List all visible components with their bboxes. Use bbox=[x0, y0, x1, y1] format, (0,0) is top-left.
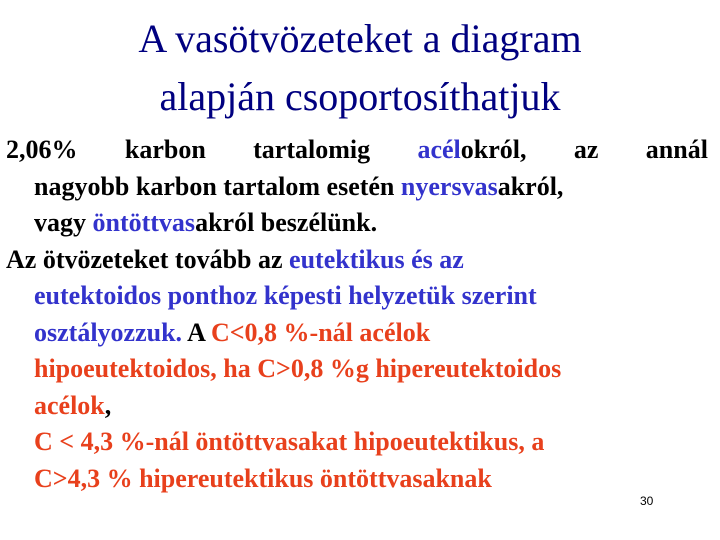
slide-title-line-2: alapján csoportosíthatjuk bbox=[159, 74, 561, 119]
paragraph-2-line-5 bbox=[6, 388, 708, 425]
paragraph-1-line-1 bbox=[6, 132, 708, 169]
slide-title-line-1: A vasötvözeteket a diagram bbox=[138, 16, 582, 61]
highlight-nyersvas: nyersvas bbox=[400, 171, 498, 201]
paragraph-2-line-6 bbox=[6, 424, 708, 461]
text-span: acélok bbox=[34, 390, 105, 420]
text-span: hipoeutektoidos, ha C>0,8 %g hipereutektoidos bbox=[34, 354, 562, 383]
highlight-eutektikus: eutektikus és az bbox=[289, 244, 464, 274]
slide-title bbox=[0, 10, 720, 126]
slide-body bbox=[6, 132, 708, 497]
paragraph-1-line-3 bbox=[6, 205, 708, 242]
text-span: annál bbox=[645, 135, 708, 164]
paragraph-2-line-4 bbox=[6, 351, 708, 388]
text-span: C < 4,3 %-nál öntöttvasakat hipoeutektikus, a bbox=[34, 427, 545, 456]
text-span: okról, bbox=[460, 135, 527, 164]
text-span: eutektoidos ponthoz képesti helyzetük szerint bbox=[34, 281, 537, 310]
paragraph-2-line-1 bbox=[6, 242, 708, 279]
text-span: Az ötvözeteket tovább az bbox=[6, 244, 290, 274]
text-span: karbon bbox=[124, 135, 206, 164]
paragraph-2-line-3 bbox=[6, 315, 708, 352]
text-span: akról beszélünk. bbox=[195, 208, 378, 237]
paragraph-2-line-7 bbox=[6, 461, 708, 498]
highlight-acel: acél bbox=[417, 135, 461, 164]
text-span: tartalomig bbox=[253, 135, 371, 164]
paragraph-1-line-2 bbox=[6, 169, 708, 206]
slide-number: 30 bbox=[640, 494, 654, 508]
text-span: A bbox=[182, 317, 211, 347]
text-span: 2,06% bbox=[6, 135, 78, 164]
text-span: akról, bbox=[497, 171, 564, 201]
paragraph-2-line-2 bbox=[6, 278, 708, 315]
text-span bbox=[417, 132, 526, 169]
text-span: vagy bbox=[34, 208, 93, 237]
text-span: , bbox=[104, 390, 112, 420]
text-span: osztályozzuk. bbox=[34, 317, 183, 347]
text-span: C<0,8 %-nál acélok bbox=[210, 317, 431, 347]
highlight-ontottvas: öntöttvas bbox=[92, 208, 196, 237]
text-span: az bbox=[573, 135, 599, 164]
text-span: nagyobb karbon tartalom esetén bbox=[34, 171, 401, 201]
text-span: C>4,3 % hipereutektikus öntöttvasaknak bbox=[34, 463, 492, 493]
